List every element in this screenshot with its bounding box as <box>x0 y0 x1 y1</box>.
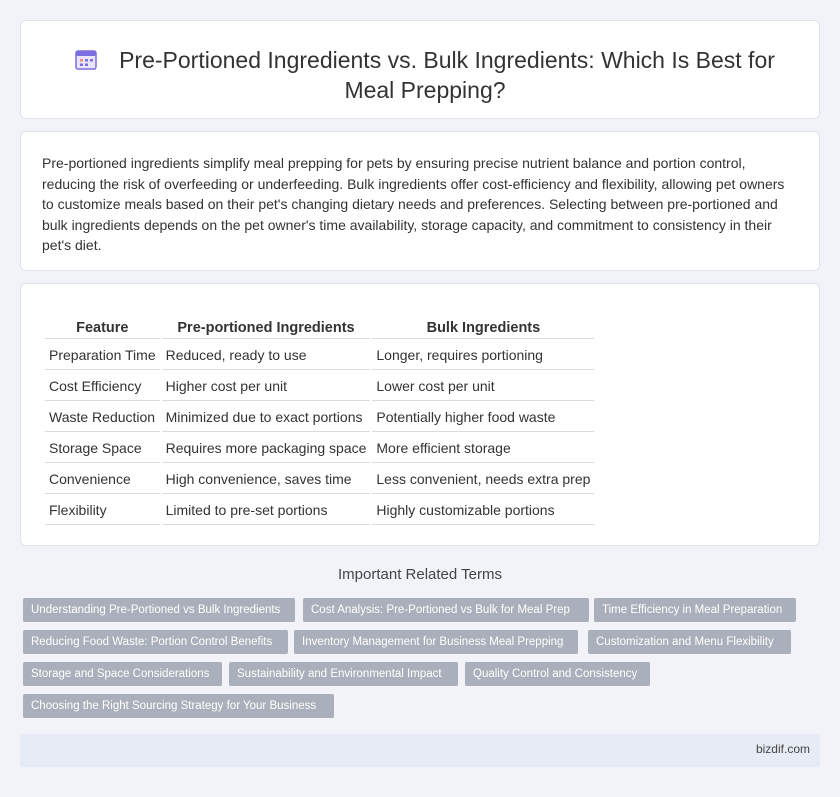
table-cell: Cost Efficiency <box>45 372 160 401</box>
related-term-tag[interactable]: Understanding Pre-Portioned vs Bulk Ingredients <box>23 598 295 622</box>
title-text: Pre-Portioned Ingredients vs. Bulk Ingredients: Which Is Best for Meal Prepping? <box>119 47 775 103</box>
header-bulk: Bulk Ingredients <box>372 315 594 339</box>
table-cell: Highly customizable portions <box>372 496 594 525</box>
table-cell: Less convenient, needs extra prep <box>372 465 594 494</box>
table-row <box>45 341 594 370</box>
table-cell: Limited to pre-set portions <box>162 496 371 525</box>
page-title <box>61 45 789 105</box>
table-cell: Preparation Time <box>45 341 160 370</box>
related-term-tag[interactable]: Inventory Management for Business Meal Prepping <box>294 630 578 654</box>
footer <box>20 734 820 767</box>
comparison-card <box>20 283 820 546</box>
title-card <box>20 20 820 119</box>
intro-paragraph: Pre-portioned ingredients simplify meal prepping for pets by ensuring precise nutrient balance and portion control, reducing the risk of overfeeding or underfeeding. Bulk ingredients offer cost-efficiency and flexibility, allowing pet owners to customize meals based on their pet's changing dietary needs and preferences. Selecting between pre-portioned and bulk ingredients depends on the pet owner's time availability, storage capacity, and commitment to consistency in their pet's diet. <box>42 155 785 253</box>
table-cell: Flexibility <box>45 496 160 525</box>
related-term-tag[interactable]: Time Efficiency in Meal Preparation <box>594 598 796 622</box>
table-cell: Higher cost per unit <box>162 372 371 401</box>
table-row <box>45 434 594 463</box>
document-icon <box>75 50 97 70</box>
header-pre-portioned: Pre-portioned Ingredients <box>162 315 371 339</box>
table-cell: Requires more packaging space <box>162 434 371 463</box>
table-cell: More efficient storage <box>372 434 594 463</box>
table-cell: Longer, requires portioning <box>372 341 594 370</box>
table-row <box>45 372 594 401</box>
related-term-tag[interactable]: Customization and Menu Flexibility <box>588 630 791 654</box>
comparison-table <box>43 313 596 527</box>
table-row <box>45 465 594 494</box>
table-cell: Lower cost per unit <box>372 372 594 401</box>
related-term-tag[interactable]: Cost Analysis: Pre-Portioned vs Bulk for Meal Prep <box>303 598 589 622</box>
table-cell: Potentially higher food waste <box>372 403 594 432</box>
table-cell: Convenience <box>45 465 160 494</box>
table-cell: Reduced, ready to use <box>162 341 371 370</box>
related-term-tag[interactable]: Reducing Food Waste: Portion Control Benefits <box>23 630 288 654</box>
table-header-row <box>45 315 594 339</box>
table-cell: High convenience, saves time <box>162 465 371 494</box>
header-feature: Feature <box>45 315 160 339</box>
table-cell: Waste Reduction <box>45 403 160 432</box>
related-term-tag[interactable]: Quality Control and Consistency <box>465 662 650 686</box>
table-cell: Minimized due to exact portions <box>162 403 371 432</box>
related-term-tag[interactable]: Storage and Space Considerations <box>23 662 222 686</box>
related-term-tag[interactable]: Sustainability and Environmental Impact <box>229 662 458 686</box>
related-terms-heading: Important Related Terms <box>338 566 502 583</box>
table-row <box>45 496 594 525</box>
related-term-tag[interactable]: Choosing the Right Sourcing Strategy for Your Business <box>23 694 334 718</box>
table-row <box>45 403 594 432</box>
intro-card <box>20 131 820 271</box>
footer-site[interactable]: bizdif.com <box>755 742 810 756</box>
table-cell: Storage Space <box>45 434 160 463</box>
